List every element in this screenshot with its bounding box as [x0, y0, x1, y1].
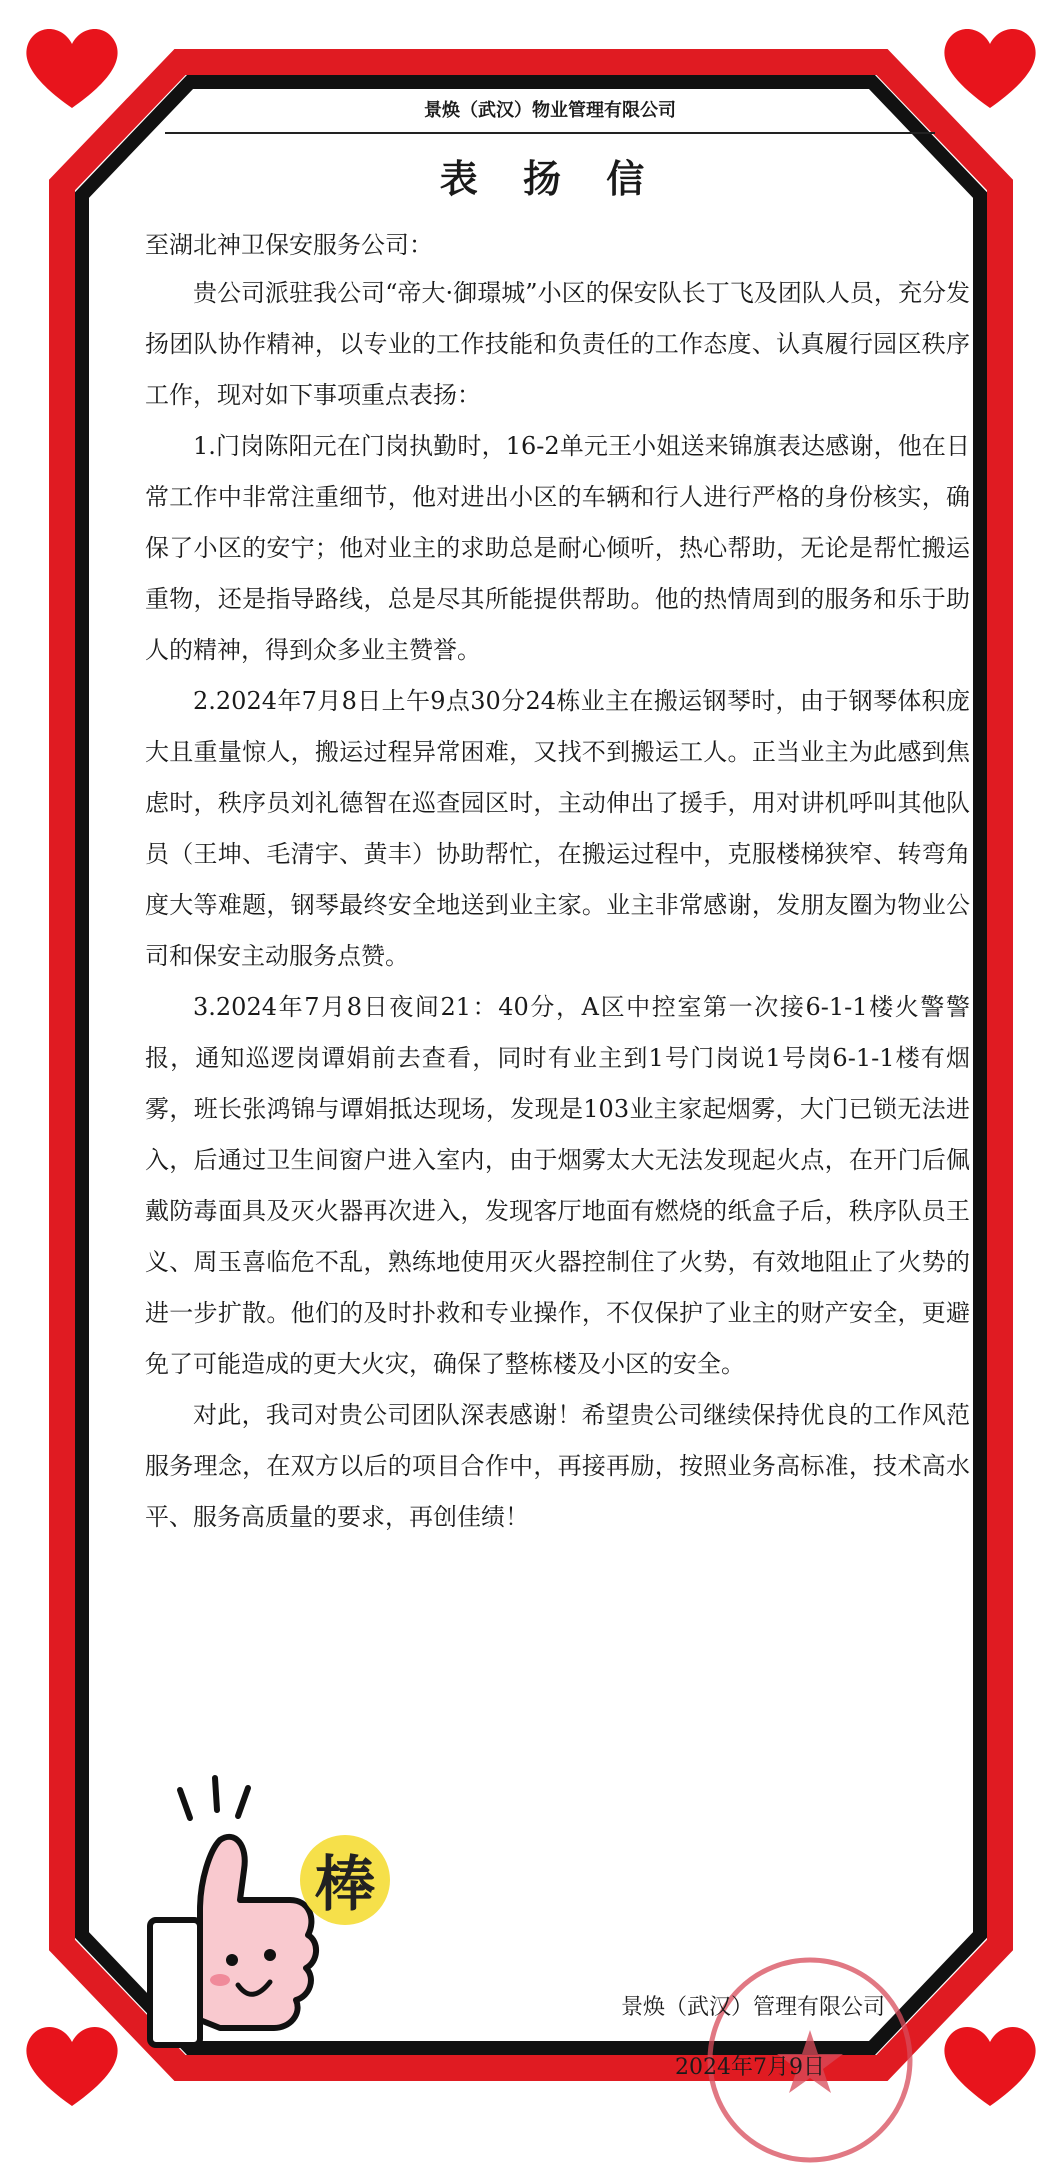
paragraph-item-1: 1.门岗陈阳元在门岗执勤时，16-2单元王小姐送来锦旗表达感谢，他在日常工作中非常注重细节，他对进出小区的车辆和行人进行严格的身份核实，确保了小区的安宁；他对业主的求助总是耐心倾听，热心帮助，无论是帮忙搬运重物，还是指导路线，总是尽其所能提供帮助。他的热情周到的服务和乐于助人的精神，得到众多业主赞誉。	[145, 432, 970, 664]
paragraph-item-3: 3.2024年7月8日夜间21：40分，A区中控室第一次接6-1-1楼火警警报，通知巡逻岗谭娟前去查看，同时有业主到1号门岗说1号岗6-1-1楼有烟雾，班长张鸿锦与谭娟抵达现场，发现是103业主家起烟雾，大门已锁无法进入，后通过卫生间窗户进入室内，由于烟雾太大无法发现起火点，在开门后佩戴防毒面具及灭火器再次进入，发现客厅地面有燃烧的纸盒子后，秩序队员王义、周玉喜临危不乱，熟练地使用灭火器控制住了火势，有效地阻止了火势的进一步扩散。他们的及时扑救和专业操作，不仅保护了业主的财产安全，更避免了可能造成的更大火灾，确保了整栋楼及小区的安全。	[145, 993, 970, 1378]
paragraph-item-2: 2.2024年7月8日上午9点30分24栋业主在搬运钢琴时，由于钢琴体积庞大且重量惊人，搬运过程异常困难，又找不到搬运工人。正当业主为此感到焦虑时，秩序员刘礼德智在巡查园区时，主动伸出了援手，用对讲机呼叫其他队员（王坤、毛清宇、黄丰）协助帮忙，在搬运过程中，克服楼梯狭窄、转弯角度大等难题，钢琴最终安全地送到业主家。业主非常感谢，发朋友圈为物业公司和保安主动服务点赞。	[145, 687, 970, 970]
letter-body	[120, 90, 980, 2080]
salutation: 至湖北神卫保安服务公司：	[145, 231, 433, 259]
paragraph-intro: 贵公司派驻我公司“帝大·御璟城”小区的保安队长丁飞及团队人员，充分发扬团队协作精神，以专业的工作技能和负责任的工作态度、认真履行园区秩序工作，现对如下事项重点表扬：	[145, 279, 970, 409]
heart-icon-top-left	[22, 22, 122, 112]
signature-date: 2024年7月9日	[675, 2055, 825, 2080]
thumbs-up-sticker-icon	[140, 1770, 330, 2070]
company-header: 景焕（武汉）物业管理有限公司	[424, 100, 676, 121]
header-divider	[165, 132, 935, 134]
paragraph-closing: 对此，我司对贵公司团队深表感谢！希望贵公司继续保持优良的工作风范服务理念，在双方以后的项目合作中，再接再励，按照业务高标准，技术高水平、服务高质量的要求，再创佳绩！	[145, 1401, 970, 1531]
sticker-bang: 棒	[300, 1835, 390, 1925]
letter-title: 表 扬 信	[439, 156, 661, 201]
heart-icon-bottom-left	[22, 2020, 122, 2110]
signature-company: 景焕（武汉）管理有限公司	[620, 1995, 885, 2020]
